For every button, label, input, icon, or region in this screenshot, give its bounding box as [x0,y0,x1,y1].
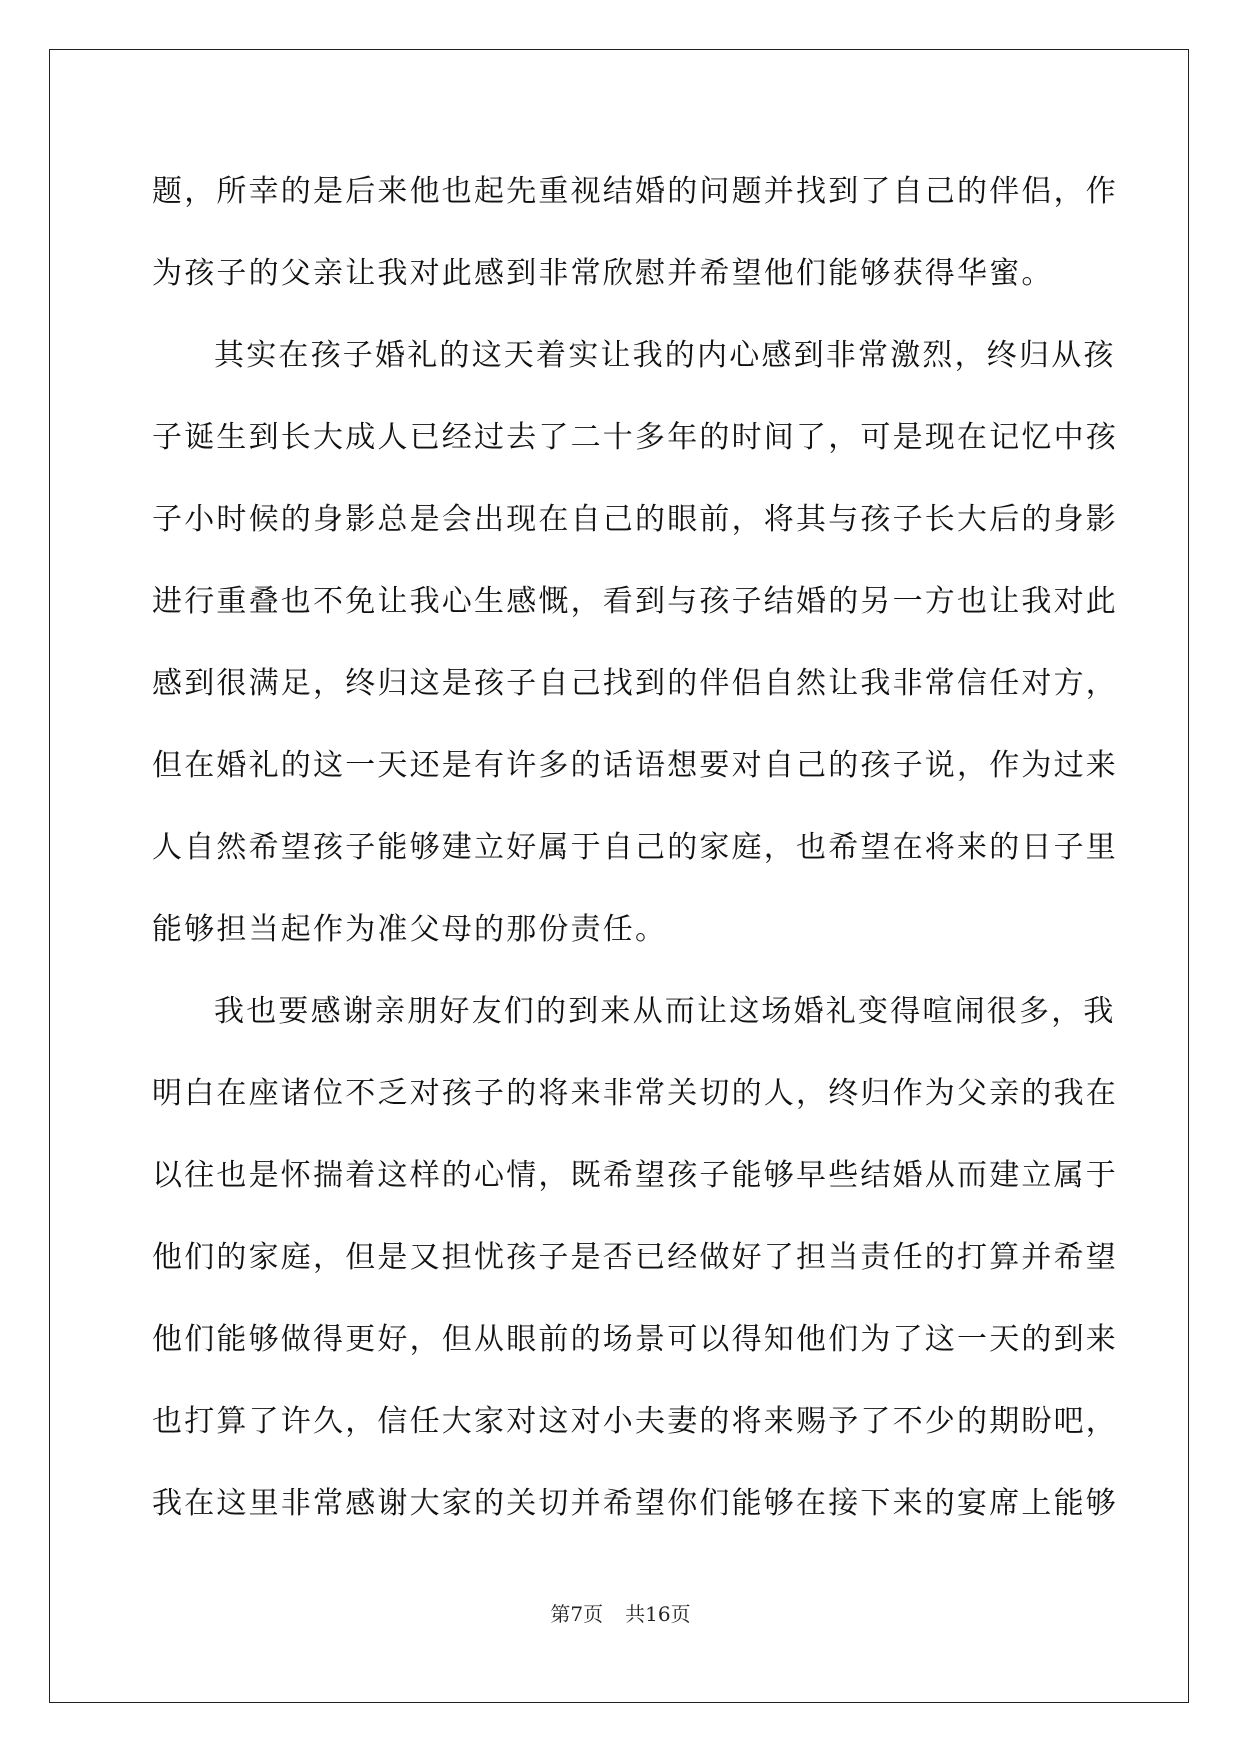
text-line: 子诞生到长大成人已经过去了二十多年的时间了，可是现在记忆中孩 [152,420,1118,455]
text-line: 人自然希望孩子能够建立好属于自己的家庭，也希望在将来的日子里 [152,830,1118,865]
text-line: 为孩子的父亲让我对此感到非常欣慰并希望他们能够获得华蜜。 [152,256,1054,291]
text-line: 子小时候的身影总是会出现在自己的眼前，将其与孩子长大后的身影 [152,502,1118,537]
text-line: 明白在座诸位不乏对孩子的将来非常关切的人，终归作为父亲的我在 [152,1076,1118,1111]
text-line: 能够担当起作为准父母的那份责任。 [152,912,668,947]
total-page-count: 共16页 [625,1602,691,1626]
text-line: 但在婚礼的这一天还是有许多的话语想要对自己的孩子说，作为过来 [152,748,1118,783]
page-footer [0,1598,1241,1627]
current-page-number: 第7页 [550,1602,604,1626]
text-line: 他们能够做得更好，但从眼前的场景可以得知他们为了这一天的到来 [152,1322,1118,1357]
text-line: 以往也是怀揣着这样的心情，既希望孩子能够早些结婚从而建立属于 [152,1158,1118,1193]
paragraph-first-line: 其实在孩子婚礼的这天着实让我的内心感到非常激烈，终归从孩 [214,338,1116,373]
document-body [152,162,1118,1556]
paragraph-first-line: 我也要感谢亲朋好友们的到来从而让这场婚礼变得喧闹很多，我 [214,994,1116,1029]
text-line: 进行重叠也不免让我心生感慨，看到与孩子结婚的另一方也让我对此 [152,584,1118,619]
text-line: 题，所幸的是后来他也起先重视结婚的问题并找到了自己的伴侣，作 [152,174,1118,209]
text-line: 也打算了许久，信任大家对这对小夫妻的将来赐予了不少的期盼吧， [152,1404,1118,1439]
text-line: 感到很满足，终归这是孩子自己找到的伴侣自然让我非常信任对方， [152,666,1118,701]
text-line: 他们的家庭，但是又担忧孩子是否已经做好了担当责任的打算并希望 [152,1240,1118,1275]
text-line: 我在这里非常感谢大家的关切并希望你们能够在接下来的宴席上能够 [152,1486,1118,1521]
